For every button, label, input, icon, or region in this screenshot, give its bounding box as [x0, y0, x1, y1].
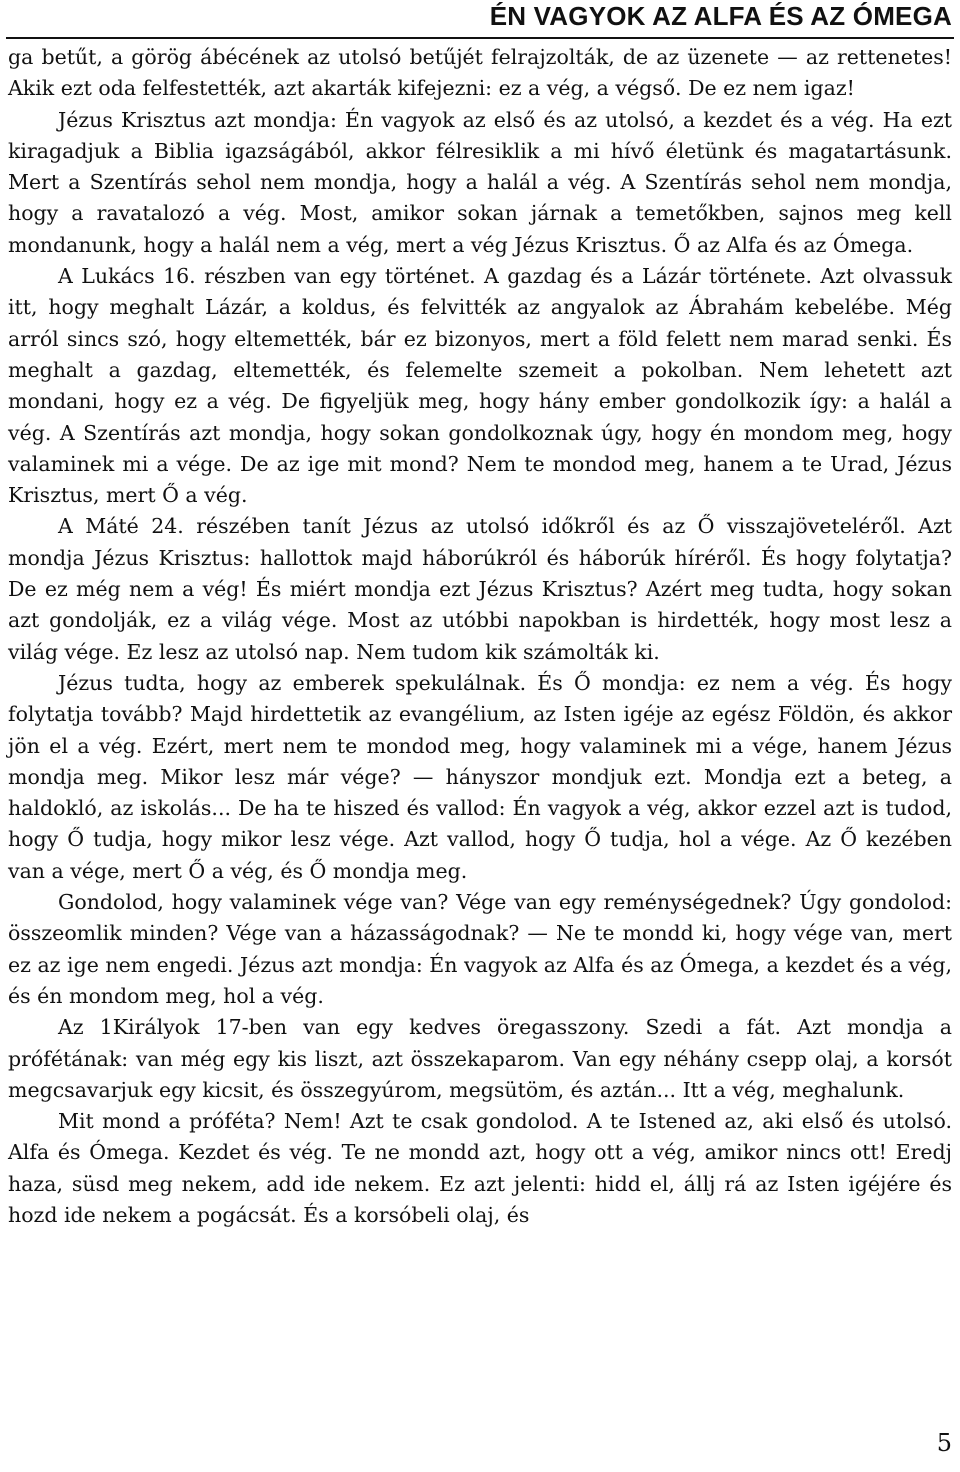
page-number: 5 [936, 1429, 952, 1457]
paragraph: Jézus Krisztus azt mondja: Én vagyok az első és az utolsó, a kezdet és a vég. Ha ezt kiragadjuk a Biblia igazságából, akkor félresiklik a mi hívő életünk és magatartásunk. Mert a Szentírás sehol nem mondja, hogy a halál a vég. A Szentírás sehol nem mondja, hogy a ravatalozó a vég. Most, amikor sokan járnak a temetőkben, sajnos meg kell mondanunk, hogy a halál nem a vég, mert a vég Jézus Krisztus. Ő az Alfa és az Ómega. [8, 107, 952, 257]
paragraph: ga betűt, a görög ábécének az utolsó betűjét felrajzolták, de az üzenete — az rettenetes! Akik ezt oda felfestették, azt akarták kifejezni: ez a vég, a végső. De ez nem igaz! [8, 45, 952, 101]
paragraph: A Máté 24. részében tanít Jézus az utolsó időkről és az Ő visszajöveteléről. Azt mondja Jézus Krisztus: hallottok majd háborúkról és háborúk híréről. És hogy folytatja? De ez még nem a vég! És miért mondja ezt Jézus Krisztus? Azért meg tudta, hogy sokan azt gondolják, ez a világ vége. Most az utóbbi napokban is hirdették, hogy most lesz a világ vége. Ez lesz az utolsó nap. Nem tudom kik számolták ki. [8, 514, 952, 664]
paragraph: Jézus tudta, hogy az emberek spekulálnak. És Ő mondja: ez nem a vég. És hogy folytatja tovább? Majd hirdettetik az evangélium, az Isten igéje az egész Földön, és akkor jön el a vég. Ezért, mert nem te mondod meg, hogy valaminek mi a vége, hanem Jézus mondja meg. Mikor lesz már vége? — hányszor mondjuk ezt. Mondja ezt a beteg, a haldokló, az iskolás... De ha te hiszed és vallod: Én vagyok a vég, akkor ezzel azt is tudod, hogy Ő tudja, hogy mikor lesz vége. Azt vallod, hogy Ő tudja, hol a vége. Az Ő kezében van a vége, mert Ő a vég, és Ő mondja meg. [8, 670, 952, 883]
paragraph: Mit mond a próféta? Nem! Azt te csak gondolod. A te Istened az, aki első és utolsó. Alfa és Ómega. Kezdet és vég. Te ne mondd azt, hogy ott a vég, amikor nincs ott! Eredj haza, süsd meg nekem, add ide nekem. Ez azt jelenti: hidd el, állj rá az Isten igéjére és hozd ide nekem a pogácsát. És a korsóbeli olaj, és [8, 1109, 952, 1227]
body-text [8, 42, 952, 1231]
running-header: ÉN VAGYOK AZ ALFA ÉS AZ ÓMEGA [489, 1, 952, 31]
header-rule [6, 37, 954, 39]
paragraph: A Lukács 16. részben van egy történet. A gazdag és a Lázár története. Azt olvassuk itt, hogy meghalt Lázár, a koldus, és felvitték az angyalok az Ábrahám kebelébe. Még arról sincs szó, hogy eltemették, bár ez bizonyos, mert a föld felett nem marad senki. És meghalt a gazdag, eltemették, és felemelte szemeit a pokolban. Nem lehetett azt mondani, hogy ez a vég. De figyeljük meg, hogy hány ember gondolkozik így: a halál a vég. A Szentírás azt mondja, hogy sokan gondolkoznak úgy, hogy én mondom meg, hogy valaminek mi a vége. De az ige mit mond? Nem te mondod meg, hanem a te Urad, Jézus Krisztus, mert Ő a vég. [8, 264, 952, 508]
paragraph: Az 1Királyok 17-ben van egy kedves öregasszony. Szedi a fát. Azt mondja a prófétának: van még egy kis liszt, azt összekaparom. Van egy néhány csepp olaj, a korsót megcsavarjuk egy kicsit, és összegyúrom, megsütöm, és aztán... Itt a vég, meghalunk. [8, 1015, 952, 1102]
paragraph: Gondolod, hogy valaminek vége van? Vége van egy reménységednek? Úgy gondolod: összeomlik minden? Vége van a házasságodnak? — Ne te mondd ki, hogy vége van, mert ez az ige nem engedi. Jézus azt mondja: Én vagyok az Alfa és az Ómega, a kezdet és a vég, és én mondom meg, hol a vég. [8, 890, 952, 1008]
